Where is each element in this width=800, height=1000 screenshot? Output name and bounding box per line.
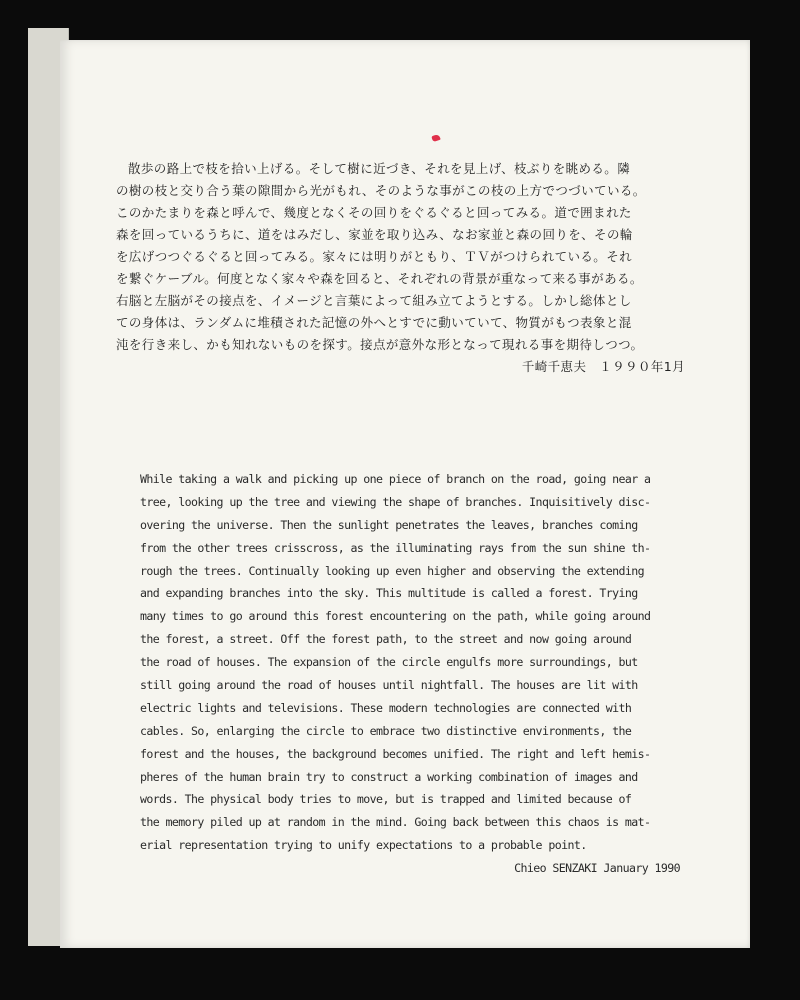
japanese-signature: 千崎千恵夫 １９９０年1月 (521, 359, 685, 374)
english-line: the road of houses. The expansion of the circle engulfs more surroundings, but (140, 655, 638, 670)
japanese-line: 右脳と左脳がその接点を、イメージと言葉によって組み立てようとする。しかし総体とし (116, 293, 632, 308)
english-line: tree, looking up the tree and viewing the shape of branches. Inquisitively disc- (140, 494, 651, 509)
japanese-line: ての身体は、ランダムに堆積された記憶の外へとすでに動いていて、物質がもつ表象と混 (116, 315, 632, 330)
english-line: the forest, a street. Off the forest path, to the street and now going around (140, 632, 632, 647)
english-line: forest and the houses, the background becomes unified. The right and left hemis- (140, 746, 651, 761)
japanese-line: の樹の枝と交り合う葉の隙間から光がもれ、そのような事がこの枝の上方でつづいている。 (116, 183, 646, 198)
english-line: the memory piled up at random in the mind. Going back between this chaos is mat- (140, 815, 651, 830)
english-line: electric lights and televisions. These modern technologies are connected with (140, 700, 632, 715)
english-line: pheres of the human brain try to construct a working combination of images and (140, 769, 638, 784)
english-line: many times to go around this forest encountering on the path, while going around (140, 609, 651, 624)
japanese-line: 散歩の路上で枝を拾い上げる。そして樹に近づき、それを見上げ、枝ぶりを眺める。隣 (128, 161, 631, 176)
japanese-line: 沌を行き来し、かも知れないものを探す。接点が意外な形となって現れる事を期待しつつ。 (116, 337, 644, 352)
japanese-line: 森を回っているうちに、道をはみだし、家並を取り込み、なお家並と森の回りを、その輪 (116, 227, 633, 242)
english-line: still going around the road of houses until nightfall. The houses are lit with (140, 678, 638, 693)
japanese-text-block (116, 158, 701, 378)
english-line: from the other trees crisscross, as the illuminating rays from the sun shine th- (140, 540, 651, 555)
english-line: cables. So, enlarging the circle to embrace two distinctive environments, the (140, 723, 632, 738)
book-page (60, 40, 750, 948)
red-ink-mark (431, 134, 440, 142)
english-line: overing the universe. Then the sunlight penetrates the leaves, branches coming (140, 517, 638, 532)
english-line: words. The physical body tries to move, but is trapped and limited because of (140, 792, 632, 807)
english-line: rough the trees. Continually looking up even higher and observing the extending (140, 563, 645, 578)
japanese-line: を繋ぐケーブル。何度となく家々や森を回ると、それぞれの背景が重なって来る事がある。 (116, 271, 643, 286)
english-line: erial representation trying to unify expectations to a probable point. (140, 838, 587, 853)
japanese-line: を広げつつぐるぐると回ってみる。家々には明りがともり、ＴＶがつけられている。それ (116, 249, 633, 264)
japanese-line: このかたまりを森と呼んで、幾度となくその回りをぐるぐると回ってみる。道で囲まれた (116, 205, 632, 220)
english-line: and expanding branches into the sky. This multitude is called a forest. Trying (140, 586, 638, 601)
english-signature: Chieo SENZAKI January 1990 (514, 861, 680, 876)
english-text-block (140, 468, 685, 880)
english-line: While taking a walk and picking up one piece of branch on the road, going near a (140, 472, 651, 486)
